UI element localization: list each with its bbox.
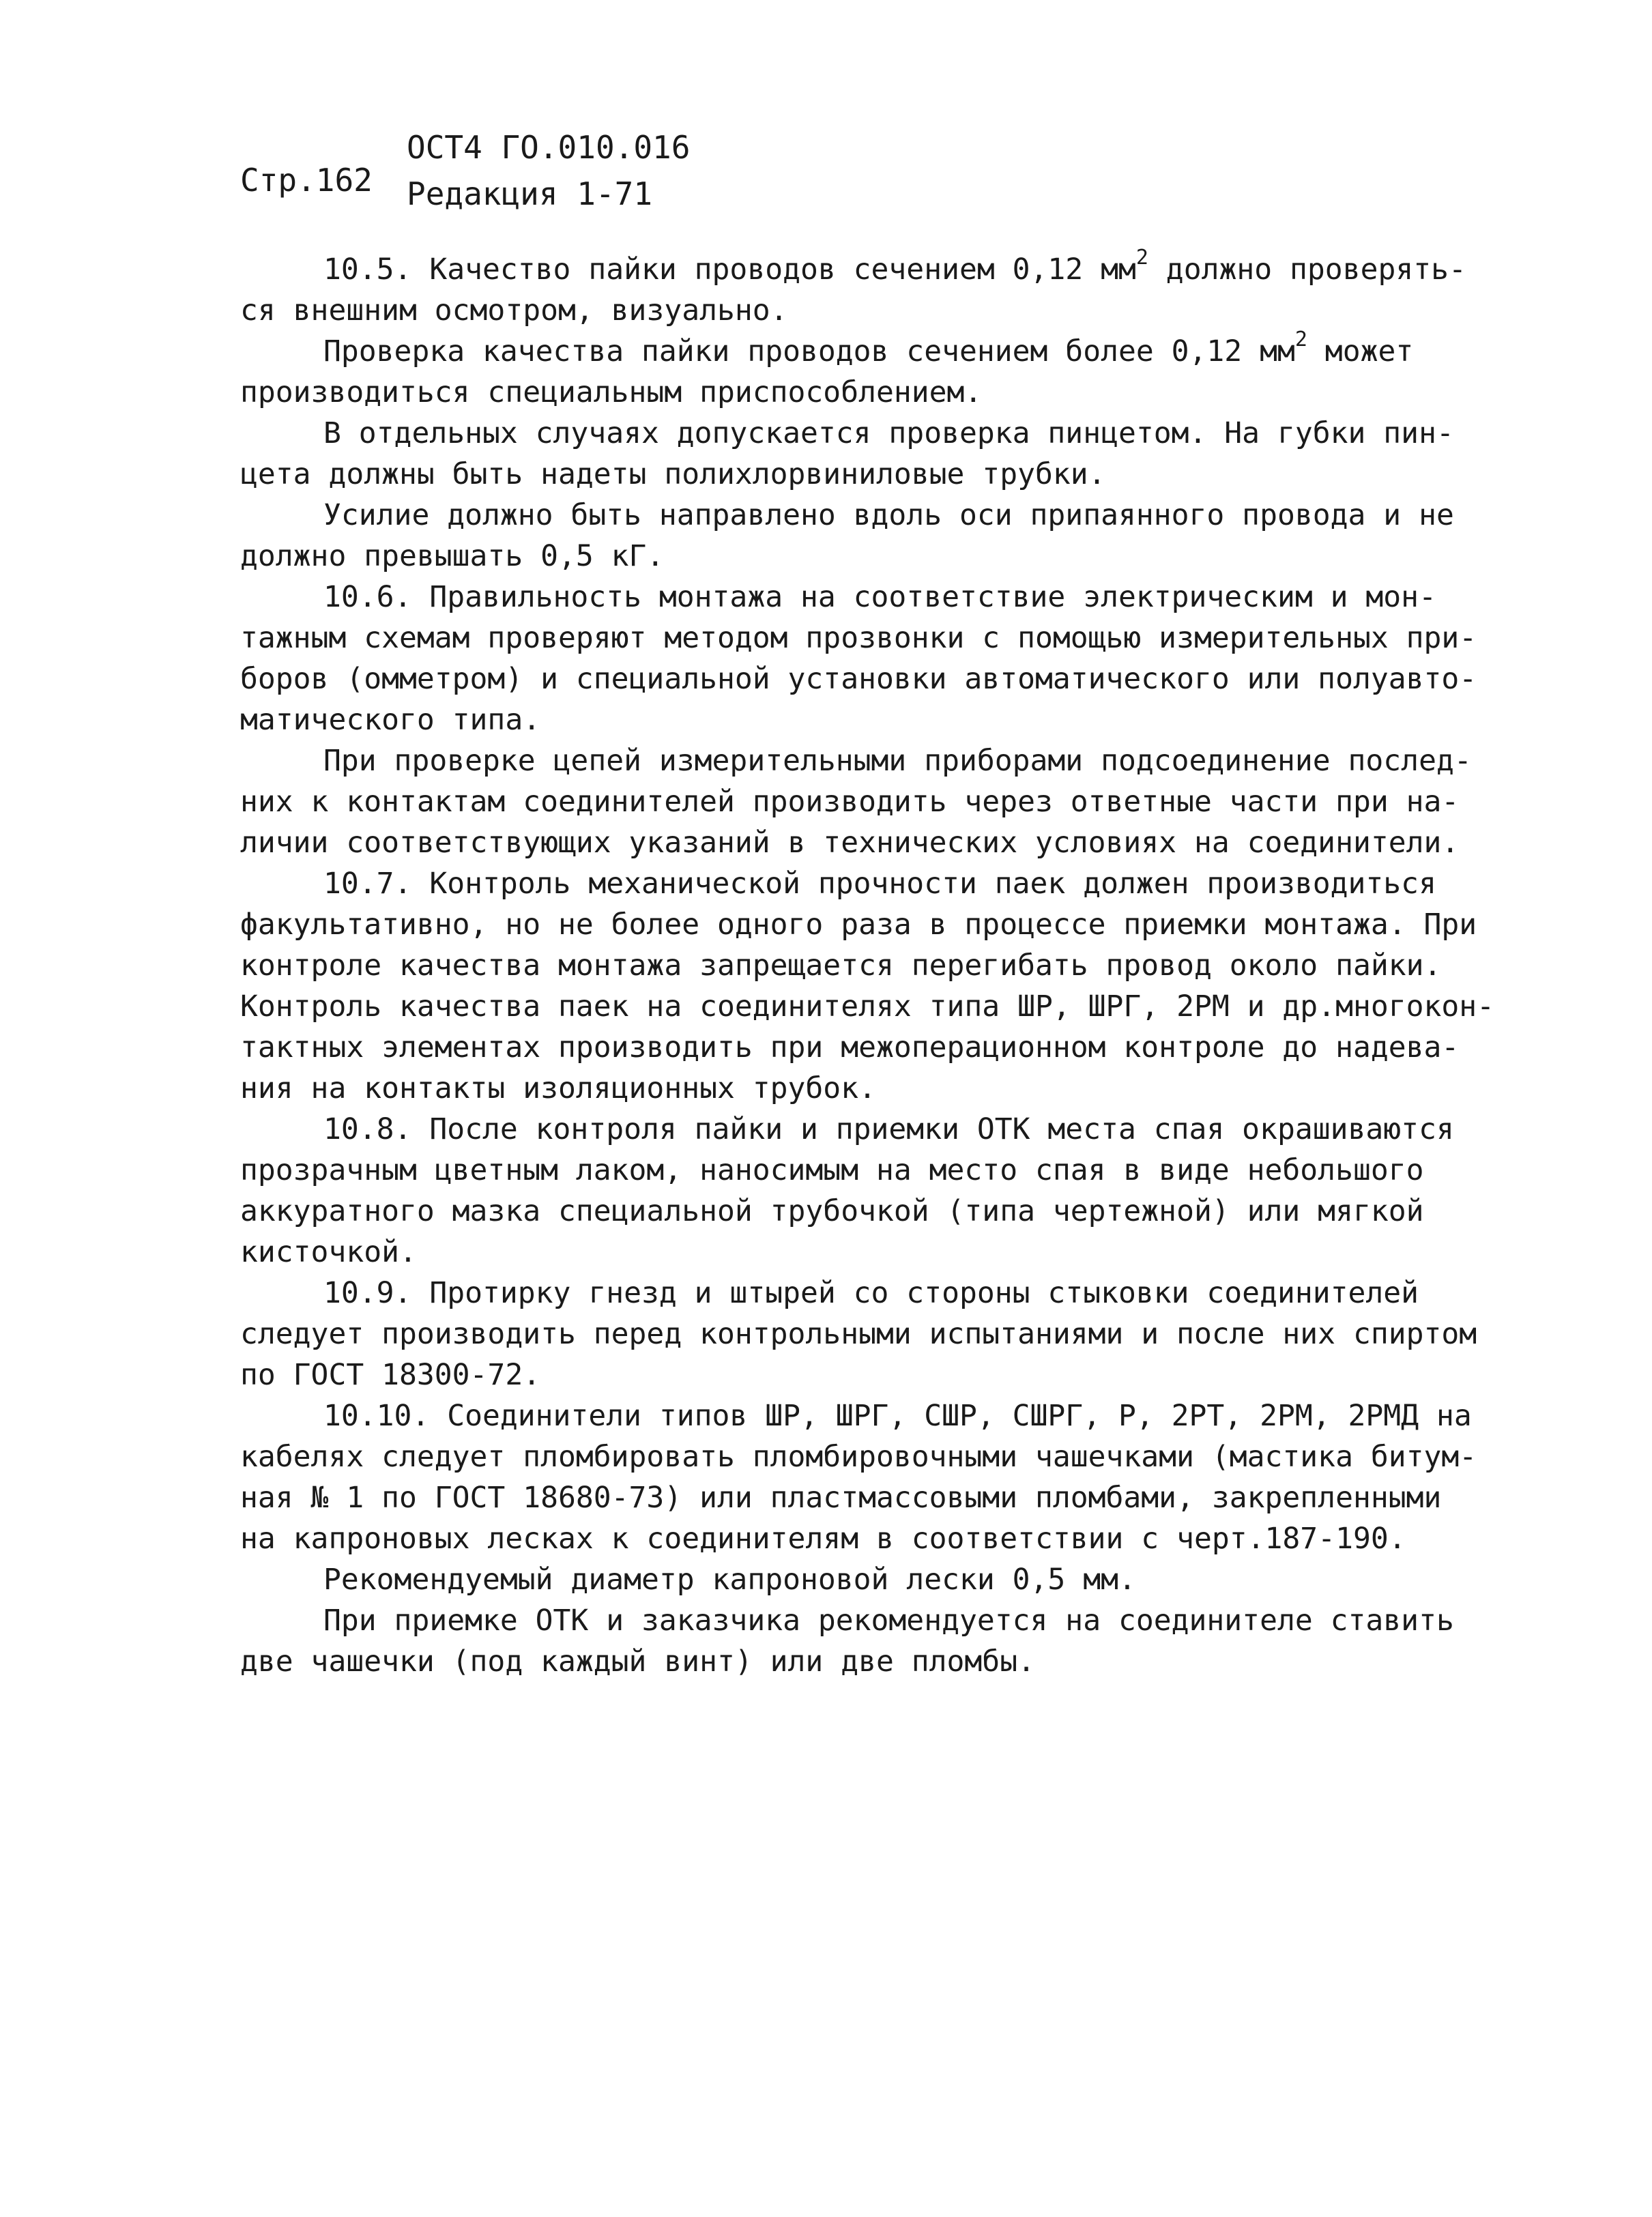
- text-line: факультативно, но не более одного раза в процессе приемки монтажа. При: [240, 908, 1477, 942]
- text-line: них к контактам соединителей производить через ответные части при на-: [240, 785, 1460, 819]
- text-line: кисточкой.: [240, 1235, 417, 1269]
- text-line: должно превышать 0,5 кГ.: [240, 539, 665, 573]
- text-line: ся внешним осмотром, визуально.: [240, 293, 788, 328]
- text-line: контроле качества монтажа запрещается перегибать провод около пайки.: [240, 948, 1442, 983]
- text-line: личии соответствующих указаний в технических условиях на соединители.: [240, 826, 1460, 860]
- page-number: Стр.162: [240, 162, 373, 199]
- text-line: боров (омметром) и специальной установки автоматического или полуавто-: [240, 662, 1477, 696]
- text-line: кабелях следует пломбировать пломбировочными чашечками (мастика битум-: [240, 1440, 1477, 1474]
- text-line: матического типа.: [240, 703, 541, 737]
- text-line: При проверке цепей измерительными приборами подсоединение послед-: [323, 744, 1472, 778]
- text-line: по ГОСТ 18300-72.: [240, 1358, 541, 1392]
- text-line: В отдельных случаях допускается проверка пинцетом. На губки пин-: [323, 416, 1454, 450]
- text-line: 10.10. Соединители типов ШР, ШРГ, СШР, СШРГ, Р, 2РТ, 2РМ, 2РМД на: [323, 1399, 1472, 1433]
- text-line: 10.6. Правильность монтажа на соответствие электрическим и мон-: [323, 580, 1436, 614]
- text-line: аккуратного мазка специальной трубочкой (типа чертежной) или мягкой: [240, 1194, 1424, 1228]
- text-line: следует производить перед контрольными испытаниями и после них спиртом: [240, 1317, 1477, 1351]
- text-line: 10.7. Контроль механической прочности паек должен производиться: [323, 867, 1436, 901]
- text-line: Контроль качества паек на соединителях типа ШР, ШРГ, 2РМ и др.многокон-: [240, 989, 1495, 1024]
- text-line: производиться специальным приспособлением.: [240, 375, 983, 409]
- text-line: на капроновых лесках к соединителям в соответствии с черт.187-190.: [240, 1522, 1406, 1556]
- text-line: 10.9. Протирку гнезд и штырей со стороны стыковки соединителей: [323, 1276, 1419, 1310]
- text-line: Усилие должно быть направлено вдоль оси припаянного провода и не: [323, 498, 1454, 532]
- text-line: тактных элементах производить при межоперационном контроле до надева-: [240, 1030, 1460, 1064]
- text-line: ная № 1 по ГОСТ 18680-73) или пластмассовыми пломбами, закрепленными: [240, 1481, 1442, 1515]
- text-line: Проверка качества пайки проводов сечением более 0,12 $мм^2$ может: [323, 328, 1414, 368]
- text-line: прозрачным цветным лаком, наносимым на место спая в виде небольшого: [240, 1153, 1424, 1187]
- text-line: При приемке ОТК и заказчика рекомендуется на соединителе ставить: [323, 1604, 1454, 1638]
- text-line: две чашечки (под каждый винт) или две пломбы.: [240, 1644, 1035, 1679]
- text-line: цета должны быть надеты полихлорвиниловые трубки.: [240, 457, 1106, 491]
- text-line: 10.8. После контроля пайки и приемки ОТК места спая окрашиваются: [323, 1112, 1454, 1146]
- text-line: ния на контакты изоляционных трубок.: [240, 1071, 876, 1105]
- standard-number: ОСТ4 ГО.010.016: [407, 129, 691, 166]
- text-line: Рекомендуемый диаметр капроновой лески 0,5 мм.: [323, 1563, 1136, 1597]
- edition-label: Редакция 1-71: [407, 175, 653, 212]
- text-line: тажным схемам проверяют методом прозвонки с помощью измерительных при-: [240, 621, 1477, 655]
- text-line: 10.5. Качество пайки проводов сечением 0,12 $мм^2$ должно проверять-: [323, 246, 1466, 287]
